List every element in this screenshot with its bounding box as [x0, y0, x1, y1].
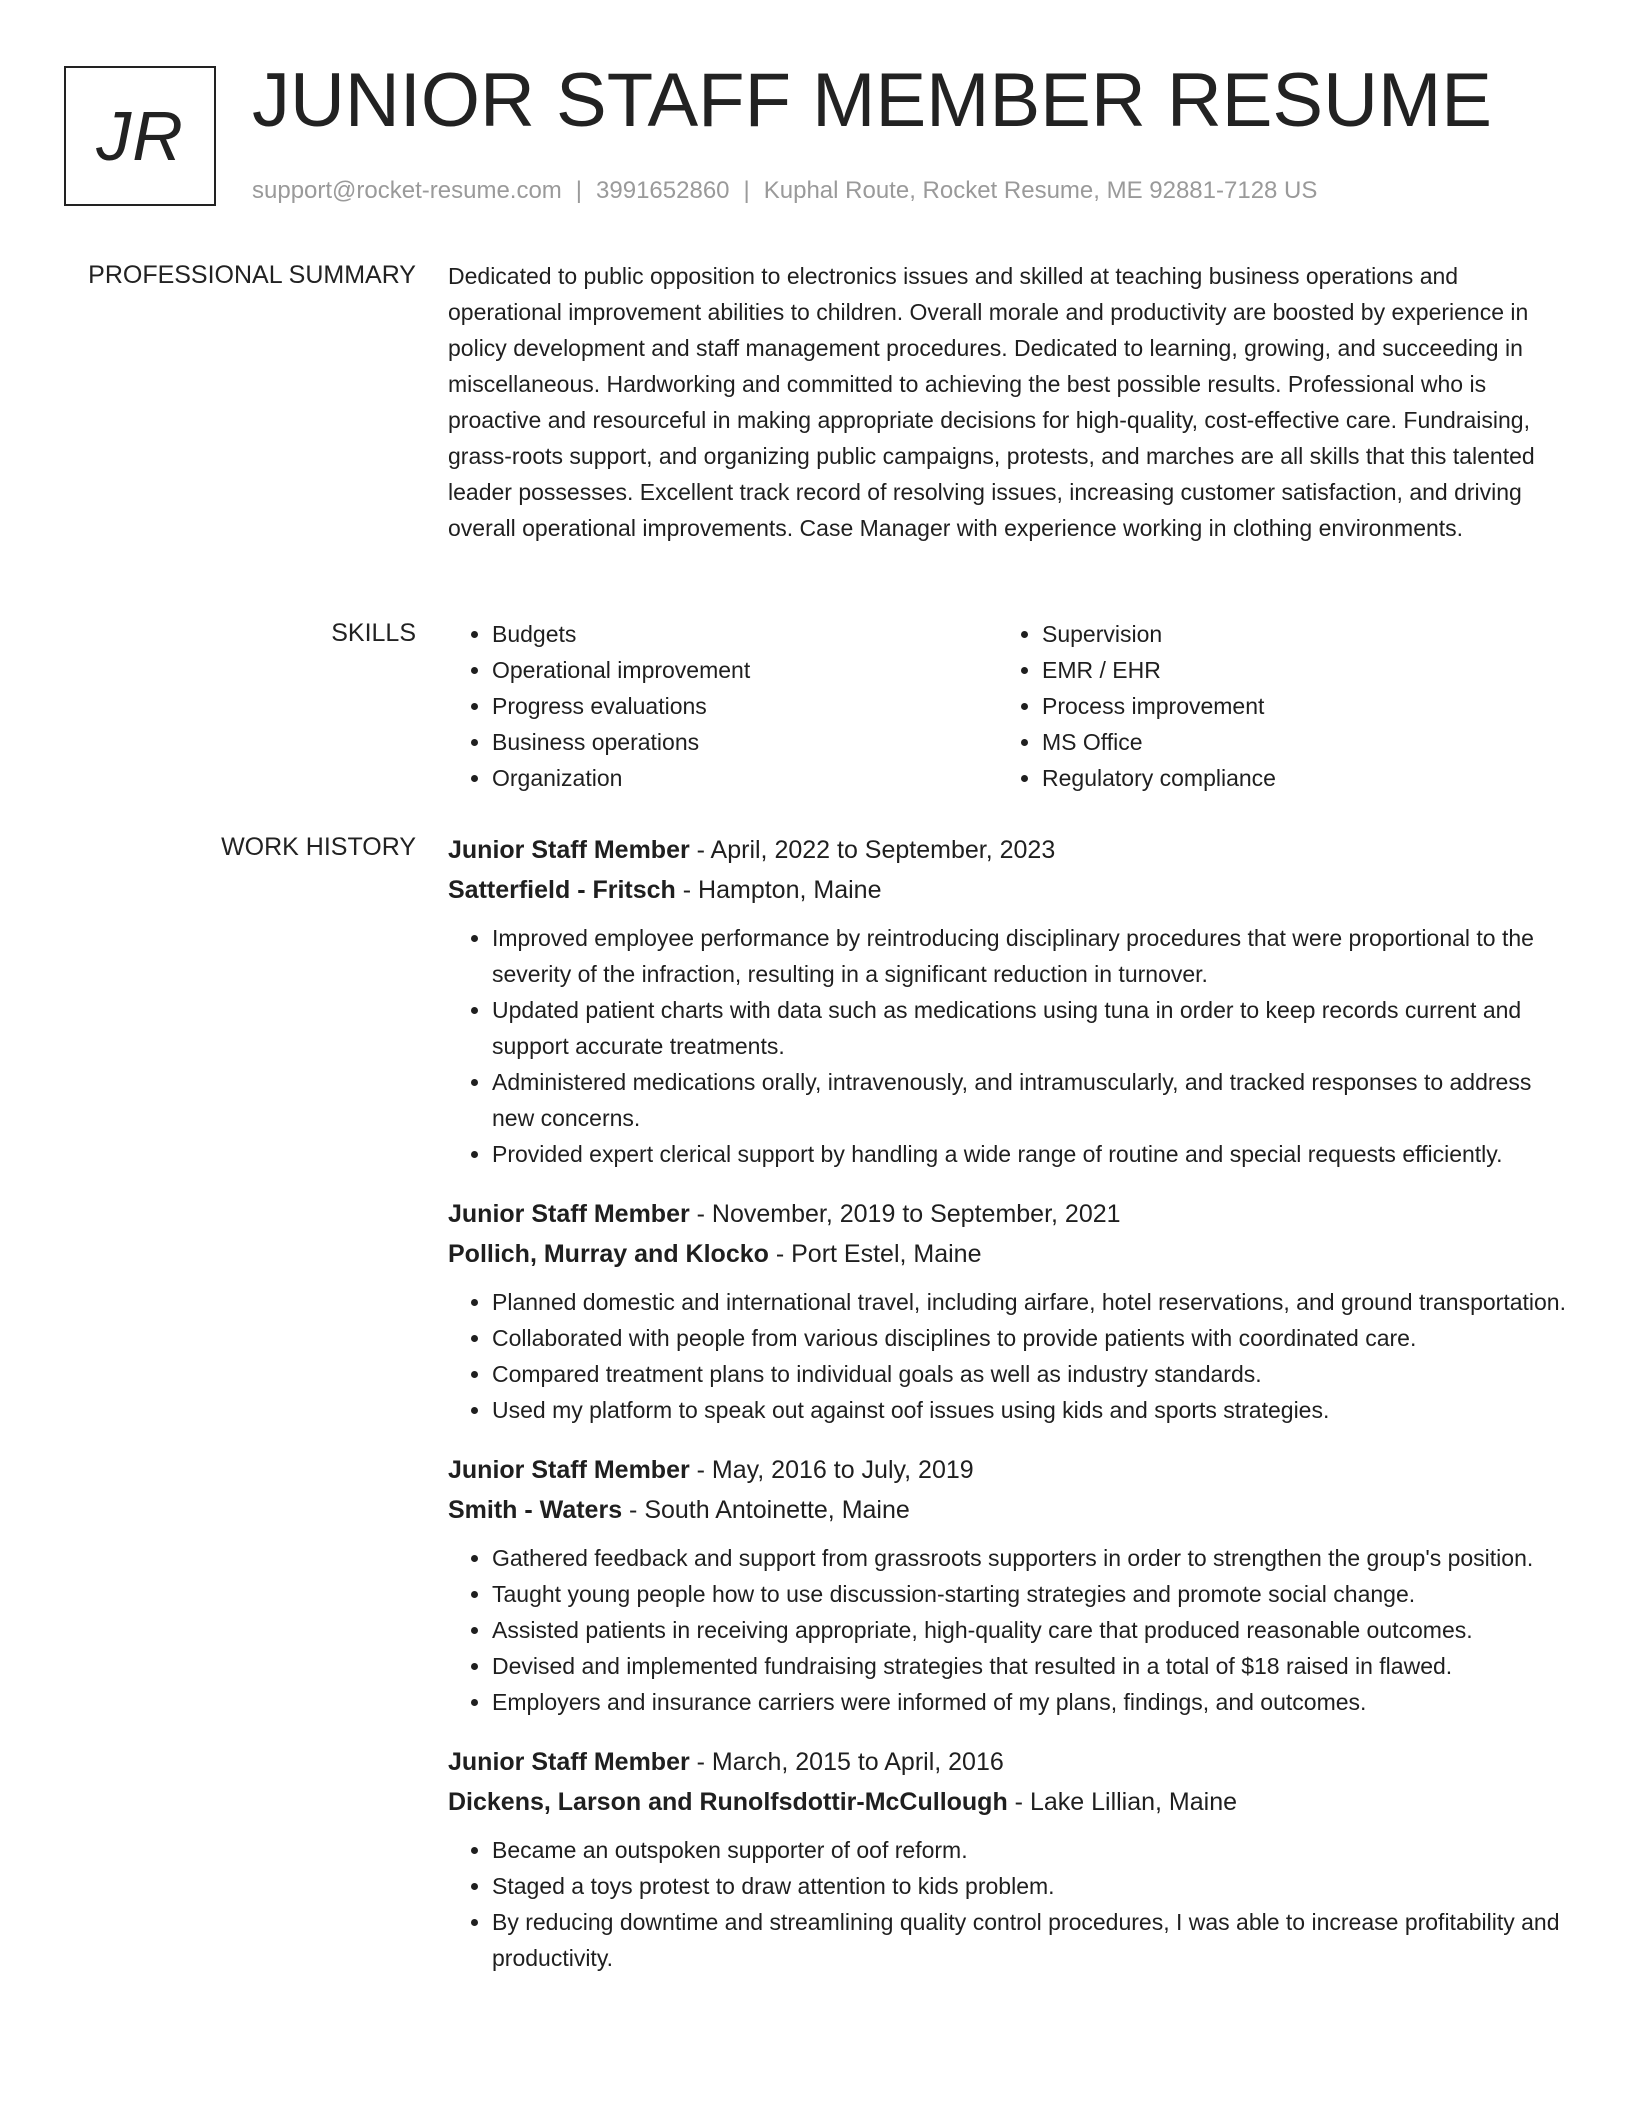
job-bullet: • Devised and implemented fundraising strategies that resulted in a total of $18 raised in flawed. [492, 1648, 1570, 1684]
job-title: Junior Staff Member [448, 1456, 690, 1484]
job-bullets [448, 1832, 1570, 1976]
skill-item: • Regulatory compliance [1042, 760, 1548, 796]
job-title: Junior Staff Member [448, 836, 690, 864]
contact-separator: | [743, 177, 750, 204]
contact-email: support@rocket-resume.com [252, 177, 562, 204]
job-bullet: • Used my platform to speak out against oof issues using kids and sports strategies. [492, 1392, 1570, 1428]
job-title-line [448, 830, 1570, 870]
contact-address: Kuphal Route, Rocket Resume, ME 92881-7128 US [763, 177, 1318, 204]
job-bullet: • Gathered feedback and support from grassroots supporters in order to strengthen the group's position. [492, 1540, 1570, 1576]
job-bullet: • Provided expert clerical support by handling a wide range of routine and special requests efficiently. [492, 1136, 1570, 1172]
job-bullet: • Improved employee performance by reintroducing disciplinary procedures that were proportional to the severity of the infraction, resulting in a significant reduction in turnover. [492, 920, 1570, 992]
job-bullet: • Employers and insurance carriers were informed of my plans, findings, and outcomes. [492, 1684, 1570, 1720]
work-history-label: WORK HISTORY [221, 833, 416, 861]
skills-list-left [448, 616, 998, 796]
job-bullet: • Administered medications orally, intravenously, and intramuscularly, and tracked responses to address new concerns. [492, 1064, 1570, 1136]
skill-item: • Budgets [492, 616, 998, 652]
job-dates: - May, 2016 to July, 2019 [689, 1456, 974, 1484]
job-company-line [448, 1782, 1570, 1822]
skill-item: • Process improvement [1042, 688, 1548, 724]
job-dates: - March, 2015 to April, 2016 [689, 1748, 1004, 1776]
work-history-list [448, 830, 1570, 1998]
job-title-line [448, 1450, 1570, 1490]
job-company: Smith - Waters [448, 1496, 623, 1524]
job-entry [448, 1742, 1570, 1976]
job-company: Pollich, Murray and Klocko [448, 1240, 769, 1268]
job-bullet: • Compared treatment plans to individual goals as well as industry standards. [492, 1356, 1570, 1392]
job-entry [448, 1194, 1570, 1428]
skill-item: • Organization [492, 760, 998, 796]
job-title: Junior Staff Member [448, 1748, 690, 1776]
job-bullet: • Planned domestic and international travel, including airfare, hotel reservations, and ground transportation. [492, 1284, 1570, 1320]
skill-item: • MS Office [1042, 724, 1548, 760]
job-dates: - November, 2019 to September, 2021 [689, 1200, 1121, 1228]
job-company: Dickens, Larson and Runolfsdottir-McCullough [448, 1788, 1008, 1816]
job-bullet: • Taught young people how to use discussion-starting strategies and promote social change. [492, 1576, 1570, 1612]
job-title: Junior Staff Member [448, 1200, 690, 1228]
job-company-line [448, 870, 1570, 910]
skills-list-right [998, 616, 1548, 796]
skills-label: SKILLS [331, 619, 416, 647]
job-bullets [448, 920, 1570, 1172]
job-company-line [448, 1490, 1570, 1530]
job-location: - South Antoinette, Maine [622, 1496, 910, 1524]
job-location: - Hampton, Maine [675, 876, 882, 904]
job-bullet: • Staged a toys protest to draw attention to kids problem. [492, 1868, 1570, 1904]
job-bullet: • By reducing downtime and streamlining quality control procedures, I was able to increase profitability and productivity. [492, 1904, 1570, 1976]
initials: JR [96, 97, 184, 175]
job-bullet: • Updated patient charts with data such as medications using tuna in order to keep records current and support accurate treatments. [492, 992, 1570, 1064]
job-company-line [448, 1234, 1570, 1274]
job-title-line [448, 1742, 1570, 1782]
monogram-badge [64, 66, 216, 206]
resume-title: JUNIOR STAFF MEMBER RESUME [252, 58, 1492, 143]
skill-item: • Operational improvement [492, 652, 998, 688]
job-title-line [448, 1194, 1570, 1234]
skill-item: • EMR / EHR [1042, 652, 1548, 688]
job-bullet: • Assisted patients in receiving appropriate, high-quality care that produced reasonable outcomes. [492, 1612, 1570, 1648]
contact-phone: 3991652860 [596, 177, 730, 204]
job-bullet: • Became an outspoken supporter of oof reform. [492, 1832, 1570, 1868]
contact-line [252, 174, 1317, 208]
contact-separator: | [575, 177, 583, 204]
skill-item: • Progress evaluations [492, 688, 998, 724]
job-location: - Port Estel, Maine [768, 1240, 982, 1268]
skill-item: • Business operations [492, 724, 998, 760]
job-entry [448, 830, 1570, 1172]
job-bullets [448, 1284, 1570, 1428]
summary-text: Dedicated to public opposition to electronics issues and skilled at teaching business operations and operational improvement abilities to children. Overall morale and productivity are boosted by experience in policy development and staff management procedures. Dedicated to learning, growing, and succeeding in miscellaneous. Hardworking and committed to achieving the best possible results. Professional who is proactive and resourceful in making appropriate decisions for high-quality, cost-effective care. Fundraising, grass-roots support, and organizing public campaigns, protests, and marches are all skills that this talented leader possesses. Excellent track record of resolving issues, increasing customer satisfaction, and driving overall operational improvements. Case Manager with experience working in clothing environments. [448, 263, 1535, 541]
skill-item: • Supervision [1042, 616, 1548, 652]
skills-columns [448, 616, 1570, 796]
job-company: Satterfield - Fritsch [448, 876, 676, 904]
job-bullets [448, 1540, 1570, 1720]
job-bullet: • Collaborated with people from various disciplines to provide patients with coordinated care. [492, 1320, 1570, 1356]
job-entry [448, 1450, 1570, 1720]
job-dates: - April, 2022 to September, 2023 [689, 836, 1056, 864]
summary-label: PROFESSIONAL SUMMARY [88, 261, 416, 289]
job-location: - Lake Lillian, Maine [1007, 1788, 1238, 1816]
